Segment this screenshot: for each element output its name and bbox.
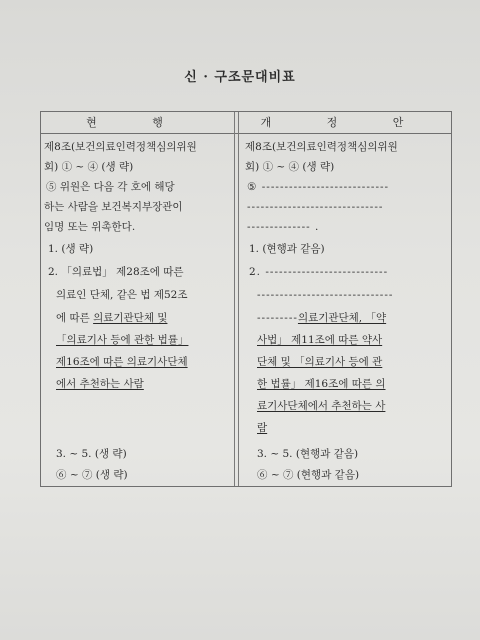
revised-amended-text: 단체 및 「의료기사 등에 관 bbox=[257, 356, 383, 368]
current-line: 3. ~ 5. (생 략) bbox=[56, 448, 127, 460]
current-line: ⑤ 위원은 다음 각 호에 해당 bbox=[46, 181, 175, 193]
header-revised: 개 정 안 bbox=[260, 116, 430, 129]
current-line: 2. 「의료법」 제28조에 따른 bbox=[48, 266, 184, 278]
revised-line: -------------- . bbox=[247, 221, 320, 233]
current-line: 제8조(보건의료인력정책심의위원 bbox=[44, 141, 197, 153]
page-title: 신 · 구조문대비표 bbox=[184, 70, 296, 85]
current-amended-text: 제16조에 따른 의료기사단체 bbox=[56, 356, 188, 368]
column-divider bbox=[238, 112, 239, 486]
revised-line: 2. --------------------------- bbox=[249, 266, 389, 278]
current-line: ⑥ ~ ⑦ (생 략) bbox=[56, 469, 128, 481]
revised-amended-text: 의료기관단체, 「약 bbox=[297, 312, 387, 324]
revised-amended-text: 료기사단체에서 추천하는 사 bbox=[257, 400, 386, 412]
revised-amended-text: 람 bbox=[257, 422, 268, 434]
current-amended-text: 에서 추천하는 사람 bbox=[56, 378, 144, 390]
revised-line bbox=[257, 310, 386, 326]
current-line bbox=[56, 310, 167, 326]
current-line-text: 에 따른 bbox=[56, 312, 94, 324]
revised-line-text: --------- bbox=[257, 312, 298, 324]
revised-line: ⑥ ~ ⑦ (현행과 같음) bbox=[257, 469, 360, 481]
revised-line: 1. (현행과 같음) bbox=[249, 243, 325, 255]
revised-line: ------------------------------ bbox=[257, 289, 394, 301]
current-amended-text: 의료기관단체 및 bbox=[93, 312, 168, 324]
column-divider bbox=[234, 112, 235, 486]
current-amended-text: 「의료기사 등에 관한 법률」 bbox=[56, 334, 189, 346]
revised-line: ⑤ ---------------------------- bbox=[247, 181, 390, 193]
revised-amended-text: 사법」 제11조에 따른 약사 bbox=[257, 334, 383, 346]
revised-line: 회) ① ~ ④ (생 략) bbox=[245, 161, 335, 173]
comparison-table bbox=[40, 111, 452, 487]
header-current: 현 행 bbox=[86, 116, 189, 129]
current-line: 1. (생 략) bbox=[48, 243, 94, 255]
revised-line: 제8조(보건의료인력정책심의위원 bbox=[245, 141, 398, 153]
revised-line: 3. ~ 5. (현행과 같음) bbox=[257, 448, 359, 460]
revised-amended-text: 한 법률」 제16조에 따른 의 bbox=[257, 378, 386, 390]
revised-line: ------------------------------ bbox=[247, 201, 384, 213]
current-line: 의료인 단체, 같은 법 제52조 bbox=[56, 289, 188, 301]
table-header-row bbox=[41, 112, 451, 134]
current-line: 하는 사람을 보건복지부장관이 bbox=[44, 201, 183, 213]
current-line: 회) ① ~ ④ (생 략) bbox=[44, 161, 134, 173]
current-line: 임명 또는 위촉한다. bbox=[44, 221, 136, 233]
